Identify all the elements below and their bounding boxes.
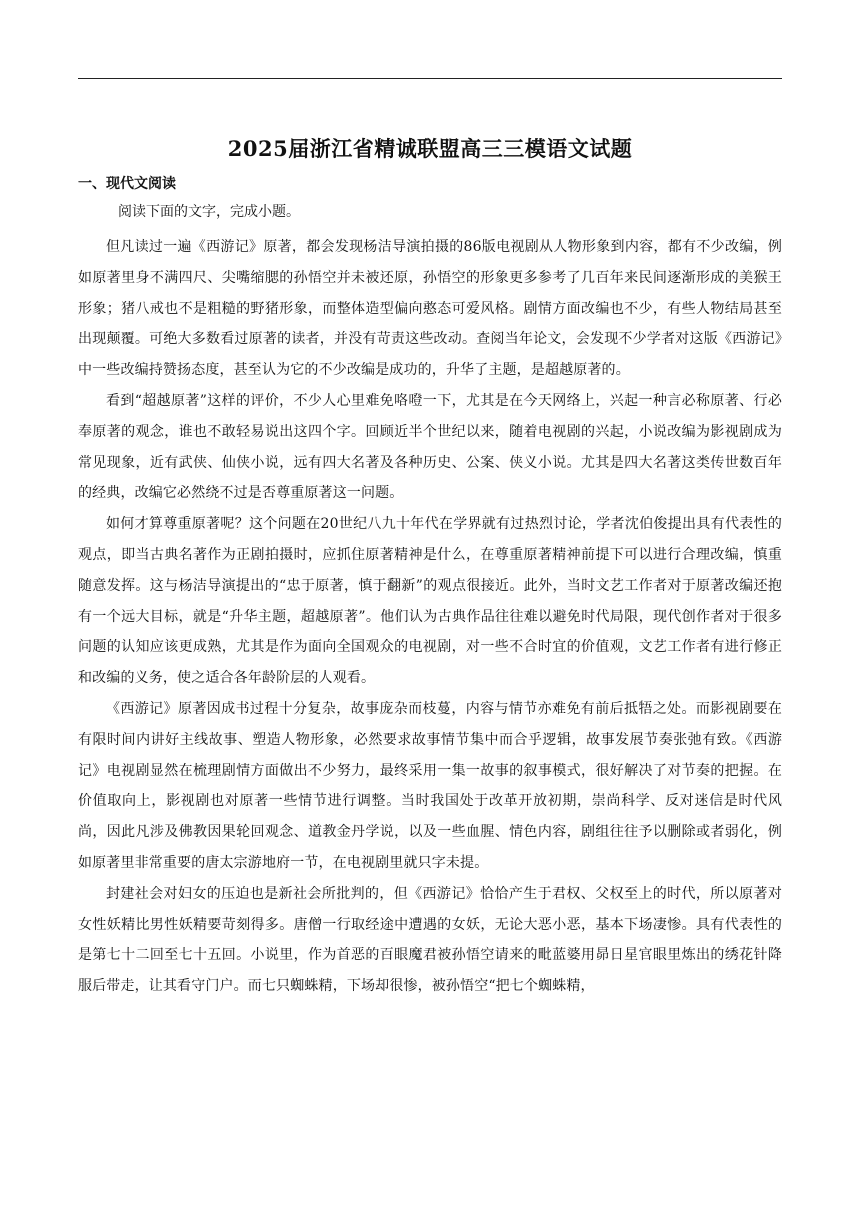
paragraph-4: 《西游记》原著因成书过程十分复杂，故事庞杂而枝蔓，内容与情节亦难免有前后抵牾之处。而影视剧要在有限时间内讲好主线故事、塑造人物形象，必然要求故事情节集中而合乎逻辑，故事发展节奏张弛有致。《西游记》电视剧显然在梳理剧情方面做出不少努力，最终采用一集一故事的叙事模式，很好解决了对节奏的把握。在价值取向上，影视剧也对原著一些情节进行调整。当时我国处于改革开放初期，崇尚科学、反对迷信是时代风尚，因此凡涉及佛教因果轮回观念、道教金丹学说，以及一些血腥、情色内容，剧组往往予以删除或者弱化，例如原著里非常重要的唐太宗游地府一节，在电视剧里就只字未提。 xyxy=(78,700,782,871)
paragraph-5: 封建社会对妇女的压迫也是新社会所批判的，但《西游记》恰恰产生于君权、父权至上的时代，所以原著对女性妖精比男性妖精要苛刻得多。唐僧一行取经途中遭遇的女妖，无论大恶小恶，基本下场凄惨。具有代表性的是第七十二回至七十五回。小说里，作为首恶的百眼魔君被孙悟空请来的毗蓝婆用昴日星官眼里炼出的绣花针降服后带走，让其看守门户。而七只蜘蛛精，下场却很惨，被孙悟空“把七个蜘蛛精， xyxy=(78,885,782,995)
document-title: 2025届浙江省精诚联盟高三三模语文试题 xyxy=(227,136,633,161)
header-rule xyxy=(78,78,782,79)
paragraph-2: 看到“超越原著”这样的评价，不少人心里难免咯噔一下，尤其是在今天网络上，兴起一种言必称原著、行必奉原著的观念，谁也不敢轻易说出这四个字。回顾近半个世纪以来，随着电视剧的兴起，小说改编为影视剧成为常见现象，近有武侠、仙侠小说，远有四大名著及各种历史、公案、侠义小说。尤其是四大名著这类传世数百年的经典，改编它必然绕不过是否尊重原著这一问题。 xyxy=(78,392,782,502)
reading-passage xyxy=(78,232,782,1002)
paragraph-1: 但凡读过一遍《西游记》原著，都会发现杨洁导演拍摄的86版电视剧从人物形象到内容，都有不少改编，例如原著里身不满四尺、尖嘴缩腮的孙悟空并未被还原，孙悟空的形象更多参考了几百年来民间逐渐形成的美猴王形象；猪八戒也不是粗糙的野猪形象，而整体造型偏向憨态可爱风格。剧情方面改编也不少，有些人物结局甚至出现颠覆。可绝大多数看过原著的读者，并没有苛责这些改动。查阅当年论文，会发现不少学者对这版《西游记》中一些改编持赞扬态度，甚至认为它的不少改编是成功的，升华了主题，是超越原著的。 xyxy=(78,239,782,379)
paragraph-3: 如何才算尊重原著呢？这个问题在20世纪八九十年代在学界就有过热烈讨论，学者沈伯俊提出具有代表性的观点，即当古典名著作为正剧拍摄时，应抓住原著精神是什么，在尊重原著精神前提下可以进行合理改编，慎重随意发挥。这与杨洁导演提出的“忠于原著，慎于翻新”的观点很接近。此外，当时文艺工作者对于原著改编还抱有一个远大目标，就是“升华主题，超越原著”。他们认为古典作品往往难以避免时代局限，现代创作者对于很多问题的认知应该更成熟，尤其是作为面向全国观众的电视剧，对一些不合时宜的价值观，文艺工作者有进行修正和改编的义务，使之适合各年龄阶层的人观看。 xyxy=(78,516,782,687)
reading-instruction: 阅读下面的文字，完成小题。 xyxy=(118,204,300,220)
section-heading: 一、现代文阅读 xyxy=(78,176,176,192)
